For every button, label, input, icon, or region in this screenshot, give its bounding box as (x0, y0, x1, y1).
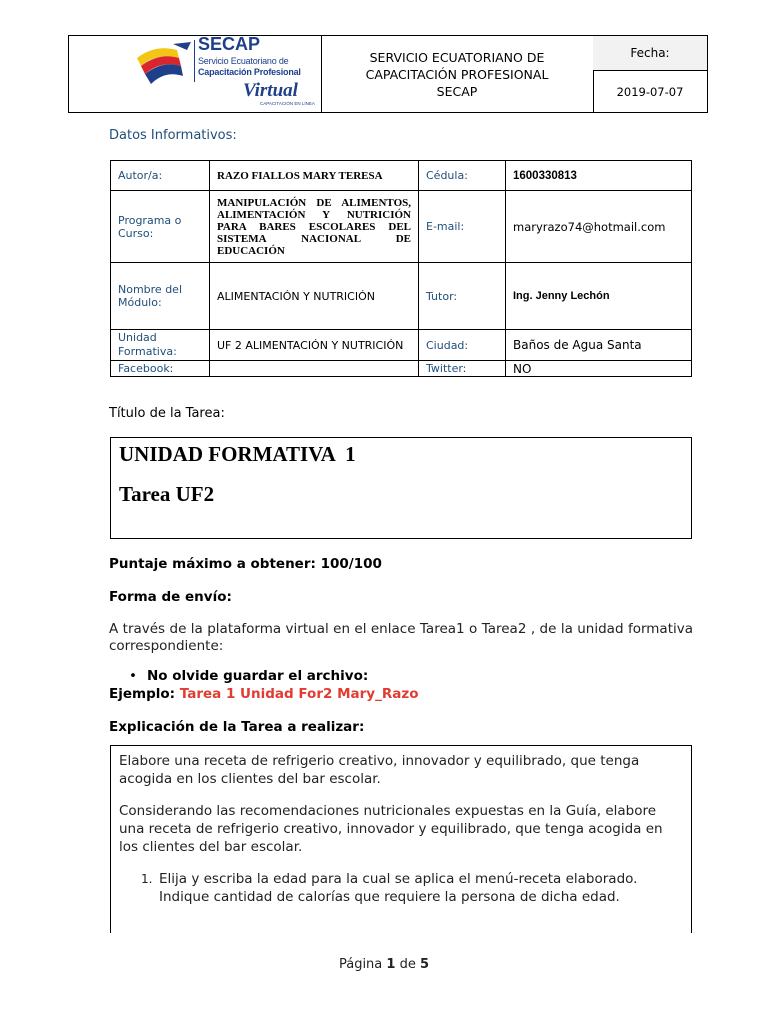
item1-text: Elija y escriba la edad para la cual se aplica el menú-receta elaborado. Indique cantidad de calorías que requiere la persona de dicha edad. (159, 871, 638, 905)
email-label: E-mail: (419, 191, 506, 263)
logo-divider (194, 40, 195, 82)
pagina-total: 5 (419, 957, 430, 972)
logo-virtual: Virtual (243, 80, 298, 101)
ejemplo-value: Tarea 1 Unidad For2 Mary_Razo (179, 686, 419, 702)
document-header (68, 35, 708, 113)
forma-envio-heading: Forma de envío: (109, 589, 232, 605)
logo-brand: SECAP (198, 34, 261, 54)
item1-number: 1. (141, 872, 153, 886)
logo-line1: Servicio Ecuatoriano de (198, 56, 289, 66)
twitter-label: Twitter: (419, 361, 506, 377)
fecha-label: Fecha: (593, 36, 707, 71)
logo-line2: Capacitación Profesional (198, 67, 301, 77)
bullet-dot-icon: • (129, 668, 137, 684)
pagina-de: de (399, 957, 416, 972)
header-title-line1: SERVICIO ECUATORIANO DE (369, 49, 545, 65)
tarea-box (110, 437, 692, 539)
secap-logo-icon (133, 40, 193, 92)
explicacion-box (110, 745, 692, 933)
page-footer (0, 957, 768, 972)
email-value: maryrazo74@hotmail.com (506, 191, 692, 263)
modulo-label: Nombre del Módulo: (111, 263, 210, 330)
table-row (111, 191, 692, 263)
table-row (111, 330, 692, 361)
ciudad-value: Baños de Agua Santa (506, 330, 692, 361)
ciudad-label: Ciudad: (419, 330, 506, 361)
explicacion-p2: Considerando las recomendaciones nutricionales expuestas en la Guía, elabore una receta de refrigerio creativo, innovador y equilibrado, que tenga acogida en los clientes del bar escolar. (119, 803, 663, 855)
autor-label: Autor/a: (111, 161, 210, 191)
datos-heading: Datos Informativos: (109, 128, 237, 143)
tarea-line1: UNIDAD FORMATIVA 1 (119, 442, 356, 466)
unidad-label: Unidad Formativa: (111, 330, 210, 361)
header-title-line3: SECAP (436, 83, 478, 99)
bullet-text: No olvide guardar el archivo: (147, 668, 369, 684)
pagina-label: Página (338, 957, 383, 972)
explicacion-heading: Explicación de la Tarea a realizar: (109, 719, 365, 735)
datos-table (110, 160, 692, 377)
puntaje-text: Puntaje máximo a obtener: 100/100 (109, 556, 382, 572)
logo-cell (69, 36, 322, 112)
bullet-item (129, 668, 368, 684)
table-row (111, 161, 692, 191)
unidad-value: UF 2 ALIMENTACIÓN Y NUTRICIÓN (210, 330, 419, 361)
autor-value: RAZO FIALLOS MARY TERESA (210, 161, 419, 191)
twitter-value: NO (506, 361, 692, 377)
programa-value: MANIPULACIÓN DE ALIMENTOS, ALIMENTACIÓN Y NUTRICIÓN PARA BARES ESCOLARES DEL SISTEMA NACIONAL DE EDUCACIÓN (210, 191, 419, 263)
tarea-title-label: Título de la Tarea: (109, 406, 225, 421)
facebook-label: Facebook: (111, 361, 210, 377)
logo-tagline: CAPACITACIÓN EN LÍNEA (260, 101, 315, 106)
tutor-value: Ing. Jenny Lechón (506, 263, 692, 330)
programa-label: Programa o Curso: (111, 191, 210, 263)
header-title-line2: CAPACITACIÓN PROFESIONAL (365, 66, 549, 82)
facebook-value (210, 361, 419, 377)
table-row (111, 361, 692, 377)
cedula-value: 1600330813 (506, 161, 692, 191)
table-row (111, 263, 692, 330)
fecha-value: 2019-07-07 (616, 84, 684, 99)
tutor-label: Tutor: (419, 263, 506, 330)
cedula-label: Cédula: (419, 161, 506, 191)
header-title (321, 36, 594, 112)
tarea-line2: Tarea UF2 (119, 482, 215, 506)
modulo-value: ALIMENTACIÓN Y NUTRICIÓN (210, 263, 419, 330)
ejemplo-label: Ejemplo: (109, 686, 180, 702)
pagina-current: 1 (386, 957, 396, 972)
explicacion-p1: Elabore una receta de refrigerio creativo, innovador y equilibrado, que tenga acogida en los clientes del bar escolar. (119, 753, 640, 787)
fecha-cell (593, 36, 707, 112)
forma-envio-text: A través de la plataforma virtual en el enlace Tarea1 o Tarea2 , de la unidad formativa correspondiente: (109, 621, 693, 654)
list-item (119, 870, 683, 906)
ejemplo-line (109, 686, 418, 702)
